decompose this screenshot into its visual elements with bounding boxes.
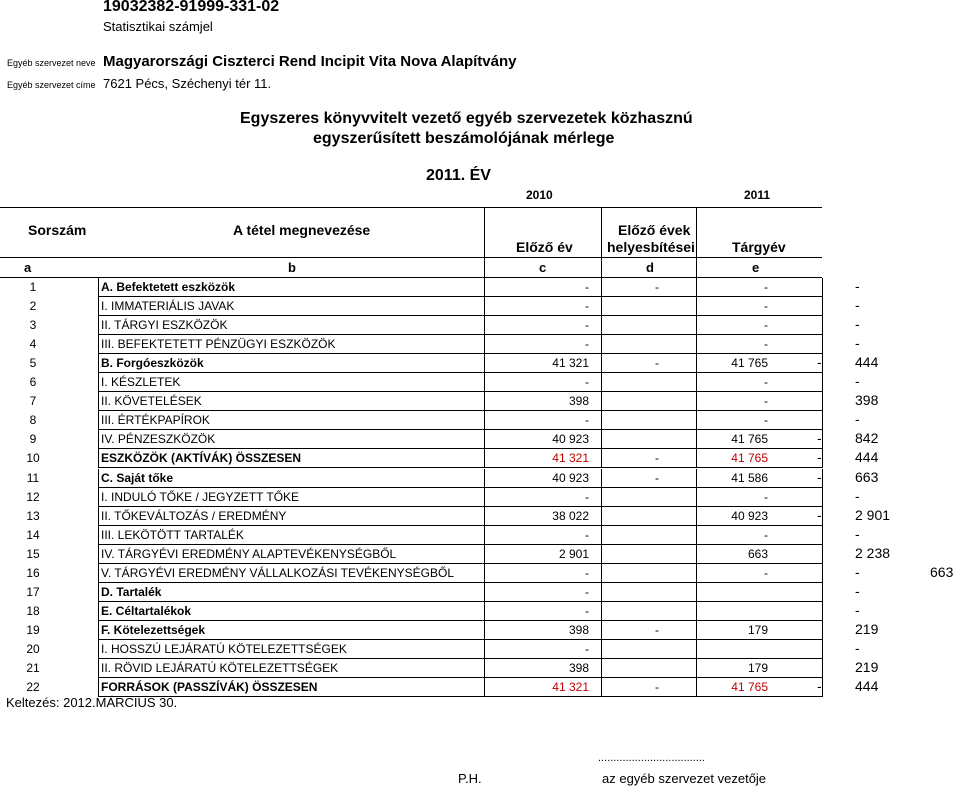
row-divider <box>484 526 485 545</box>
col-letter-b: b <box>288 260 296 275</box>
row-divider <box>822 278 823 297</box>
row-divider <box>484 640 485 659</box>
row-divider <box>98 488 99 507</box>
org-name-label: Egyéb szervezet neve <box>7 58 96 68</box>
signature-dots: ................................... <box>598 752 705 764</box>
row-divider <box>696 659 697 678</box>
row-divider <box>822 507 823 526</box>
row-prev-year: - <box>585 565 589 580</box>
row-label: I. IMMATERIÁLIS JAVAK <box>101 299 235 314</box>
col-corr-header-1: Előző évek <box>618 222 691 238</box>
row-number: 8 <box>29 413 37 428</box>
row-extra-dash: - <box>817 468 822 485</box>
row-extra-dash: - <box>817 449 822 466</box>
row-divider <box>98 297 99 316</box>
row-label: B. Forgóeszközök <box>101 356 204 371</box>
row-number: 6 <box>29 375 37 390</box>
row-current-year: - <box>764 299 768 314</box>
row-label: D. Tartalék <box>101 584 162 599</box>
table-row <box>0 488 960 507</box>
col-letter-e: e <box>752 260 760 275</box>
row-divider <box>601 316 602 335</box>
table-row <box>0 335 960 354</box>
row-prev-year: - <box>585 299 589 314</box>
row-difference: - <box>855 373 860 390</box>
row-divider <box>601 583 602 602</box>
row-number: 13 <box>26 508 40 523</box>
row-difference: - <box>855 639 860 656</box>
table-row <box>0 411 960 430</box>
row-divider <box>601 488 602 507</box>
table-row <box>0 469 960 488</box>
row-prev-year: - <box>585 527 589 542</box>
row-label: I. INDULÓ TŐKE / JEGYZETT TŐKE <box>101 489 300 504</box>
year-prev: 2010 <box>526 188 553 202</box>
col-divider-c <box>484 207 485 277</box>
year-title: 2011. ÉV <box>426 167 491 184</box>
row-divider <box>484 430 485 449</box>
row-extra-dash: - <box>817 430 822 447</box>
row-label: II. RÖVID LEJÁRATÚ KÖTELEZETTSÉGEK <box>101 661 339 675</box>
table-row <box>0 373 960 392</box>
row-number: 16 <box>26 565 40 580</box>
id-subtitle: Statisztikai számjel <box>103 19 213 34</box>
row-divider <box>696 449 697 468</box>
row-divider <box>98 354 99 373</box>
row-divider <box>696 316 697 335</box>
row-current-year: - <box>764 375 768 390</box>
row-divider <box>98 564 99 583</box>
row-divider <box>98 640 99 659</box>
signer-label: az egyéb szervezet vezetője <box>602 771 767 786</box>
row-divider <box>822 373 823 392</box>
row-divider <box>601 392 602 411</box>
row-number: 7 <box>29 394 37 409</box>
row-divider <box>98 545 99 564</box>
col-divider-e <box>696 207 697 277</box>
row-current-year: 40 923 <box>731 508 768 523</box>
row-correction: - <box>655 280 659 294</box>
row-prev-year: 41 321 <box>552 680 589 695</box>
row-divider <box>601 411 602 430</box>
row-divider <box>484 488 485 507</box>
row-divider <box>98 507 99 526</box>
row-label: C. Saját tőke <box>101 470 174 485</box>
row-divider <box>696 297 697 316</box>
row-prev-year: - <box>585 603 589 618</box>
row-divider <box>822 526 823 545</box>
row-divider <box>696 469 697 488</box>
table-row <box>0 430 960 449</box>
row-number: 15 <box>26 546 40 561</box>
row-prev-year: - <box>585 641 589 656</box>
row-label: IV. PÉNZESZKÖZÖK <box>101 432 216 447</box>
table-row <box>0 564 960 583</box>
table-row <box>0 602 960 621</box>
row-divider <box>484 297 485 316</box>
row-divider <box>601 526 602 545</box>
row-difference: 219 <box>855 620 879 637</box>
row-number: 18 <box>26 603 40 618</box>
row-label: ESZKÖZÖK (AKTÍVÁK) ÖSSZESEN <box>101 451 302 466</box>
row-divider <box>98 602 99 621</box>
row-label: III. LEKÖTÖTT TARTALÉK <box>101 527 244 542</box>
row-divider <box>98 469 99 488</box>
row-divider <box>98 621 99 640</box>
table-row <box>0 640 960 659</box>
row-difference: 663 <box>855 468 879 485</box>
row-prev-year: 38 022 <box>552 508 589 523</box>
row-prev-year: - <box>585 413 589 428</box>
title-line1: Egyszeres könyvvitelt vezető egyéb szervezetek közhasznú <box>240 110 693 127</box>
row-divider <box>822 354 823 373</box>
row-divider <box>696 278 697 297</box>
row-prev-year: 398 <box>568 622 589 637</box>
row-current-year: - <box>764 394 768 409</box>
table-row <box>0 545 960 564</box>
row-divider <box>484 316 485 335</box>
row-difference: - <box>855 411 860 428</box>
row-divider <box>98 430 99 449</box>
row-difference: 2 901 <box>855 506 891 523</box>
row-divider <box>822 469 823 488</box>
row-number: 14 <box>26 527 40 542</box>
row-number: 9 <box>29 432 37 447</box>
table-row <box>0 297 960 316</box>
row-current-year: 179 <box>747 622 768 637</box>
row-divider <box>601 278 602 297</box>
row-current-year: 41 765 <box>731 451 768 466</box>
org-addr-label: Egyéb szervezet címe <box>7 80 96 90</box>
row-difference: 444 <box>855 678 879 695</box>
row-prev-year: 398 <box>568 394 589 409</box>
row-correction: - <box>655 451 659 466</box>
row-divider <box>601 564 602 583</box>
col-letter-c: c <box>539 260 547 275</box>
row-difference: 219 <box>855 659 879 675</box>
table-row <box>0 316 960 335</box>
row-difference: 444 <box>855 449 879 466</box>
row-difference: - <box>855 601 860 618</box>
row-current-year: 179 <box>747 661 768 675</box>
row-current-year: - <box>764 337 768 352</box>
row-far-value: 663 <box>930 563 954 580</box>
row-label: F. Kötelezettségek <box>101 622 206 637</box>
row-divider <box>484 602 485 621</box>
title-line2: egyszerűsített beszámolójának mérlege <box>313 130 615 147</box>
row-difference: 444 <box>855 354 879 371</box>
row-divider <box>601 678 602 697</box>
row-divider <box>484 564 485 583</box>
row-divider <box>98 335 99 354</box>
row-label: FORRÁSOK (PASSZÍVÁK) ÖSSZESEN <box>101 680 318 695</box>
row-correction: - <box>655 356 659 371</box>
row-number: 21 <box>26 661 40 675</box>
row-prev-year: - <box>585 318 589 333</box>
row-number: 1 <box>29 280 37 294</box>
row-label: I. HOSSZÚ LEJÁRATÚ KÖTELEZETTSÉGEK <box>101 641 347 656</box>
table-row <box>0 583 960 602</box>
col-letter-d: d <box>646 260 654 275</box>
row-current-year: 41 765 <box>731 356 768 371</box>
col-letter-a: a <box>24 260 32 275</box>
row-divider <box>484 354 485 373</box>
org-name: Magyarországi Ciszterci Rend Incipit Vita Nova Alapítvány <box>103 53 517 70</box>
row-prev-year: 41 321 <box>552 356 589 371</box>
row-correction: - <box>655 622 659 637</box>
table-row <box>0 507 960 526</box>
header-mid-rule <box>0 257 822 258</box>
row-divider <box>822 335 823 354</box>
table-row <box>0 278 960 297</box>
row-divider <box>601 335 602 354</box>
row-label: II. TŐKEVÁLTOZÁS / EREDMÉNY <box>101 508 287 523</box>
row-divider <box>98 316 99 335</box>
row-prev-year: 40 923 <box>552 432 589 447</box>
row-divider <box>601 469 602 488</box>
row-current-year: - <box>764 280 768 294</box>
row-divider <box>822 678 823 697</box>
row-label: IV. TÁRGYÉVI EREDMÉNY ALAPTEVÉKENYSÉGBŐL <box>101 546 397 561</box>
row-prev-year: 41 321 <box>552 451 589 466</box>
year-curr: 2011 <box>744 188 771 202</box>
row-prev-year: 2 901 <box>558 546 589 561</box>
date-line: Keltezés: 2012.MÁRCIUS 30. <box>6 695 178 710</box>
row-current-year: - <box>764 489 768 504</box>
row-divider <box>601 640 602 659</box>
row-divider <box>696 526 697 545</box>
col-item-header: A tétel megnevezése <box>233 222 371 238</box>
row-prev-year: - <box>585 584 589 599</box>
row-extra-dash: - <box>817 506 822 523</box>
table-row <box>0 392 960 411</box>
row-divider <box>696 545 697 564</box>
row-difference: - <box>855 335 860 352</box>
table-row <box>0 526 960 545</box>
row-divider <box>696 430 697 449</box>
row-divider <box>98 411 99 430</box>
row-divider <box>601 373 602 392</box>
table-row <box>0 621 960 640</box>
row-divider <box>484 469 485 488</box>
row-divider <box>484 507 485 526</box>
table-row <box>0 449 960 468</box>
row-divider <box>822 659 823 678</box>
row-divider <box>484 278 485 297</box>
row-divider <box>484 659 485 678</box>
row-extra-dash: - <box>817 354 822 371</box>
row-divider <box>98 449 99 468</box>
row-divider <box>98 392 99 411</box>
row-difference: - <box>855 582 860 599</box>
header-top-rule <box>0 207 822 208</box>
row-label: II. KÖVETELÉSEK <box>101 394 202 409</box>
row-difference: - <box>855 278 860 294</box>
row-number: 11 <box>26 470 40 485</box>
row-correction: - <box>655 680 659 695</box>
row-divider <box>822 545 823 564</box>
row-difference: - <box>855 563 860 580</box>
row-correction: - <box>655 470 659 485</box>
row-divider <box>696 335 697 354</box>
row-divider <box>601 659 602 678</box>
row-difference: 842 <box>855 430 879 447</box>
row-divider <box>696 678 697 697</box>
row-divider <box>484 678 485 697</box>
row-number: 19 <box>26 622 40 637</box>
row-prev-year: - <box>585 280 589 294</box>
row-label: E. Céltartalékok <box>101 603 192 618</box>
row-divider <box>601 449 602 468</box>
row-prev-year: - <box>585 489 589 504</box>
row-divider <box>696 488 697 507</box>
row-divider <box>696 411 697 430</box>
row-divider <box>696 621 697 640</box>
row-current-year: 663 <box>747 546 768 561</box>
row-divider <box>696 602 697 621</box>
row-difference: - <box>855 297 860 314</box>
row-prev-year: - <box>585 375 589 390</box>
row-divider <box>696 507 697 526</box>
row-divider <box>696 640 697 659</box>
row-divider <box>822 297 823 316</box>
row-divider <box>696 373 697 392</box>
row-label: A. Befektetett eszközök <box>101 280 236 294</box>
row-divider <box>601 354 602 373</box>
row-label: II. TÁRGYI ESZKÖZÖK <box>101 318 228 333</box>
row-number: 20 <box>26 641 40 656</box>
row-divider <box>601 430 602 449</box>
ph-stamp: P.H. <box>458 771 482 786</box>
row-difference: - <box>855 487 860 504</box>
row-divider <box>484 583 485 602</box>
row-difference: 2 238 <box>855 544 891 561</box>
row-divider <box>98 659 99 678</box>
row-current-year: 41 765 <box>731 680 768 695</box>
table-row <box>0 354 960 373</box>
row-divider <box>601 621 602 640</box>
row-current-year: 41 765 <box>731 432 768 447</box>
row-divider <box>822 449 823 468</box>
row-prev-year: 398 <box>568 661 589 675</box>
row-difference: 398 <box>855 392 879 409</box>
col-divider-d <box>601 207 602 277</box>
row-number: 2 <box>29 299 37 314</box>
row-divider <box>484 392 485 411</box>
row-label: III. ÉRTÉKPAPÍROK <box>101 413 210 428</box>
row-divider <box>98 526 99 545</box>
row-current-year: - <box>764 565 768 580</box>
col-num-header: Sorszám <box>28 222 87 238</box>
row-label: I. KÉSZLETEK <box>101 375 181 390</box>
row-number: 10 <box>26 451 40 466</box>
row-current-year: 41 586 <box>731 470 768 485</box>
row-divider <box>696 564 697 583</box>
row-divider <box>822 411 823 430</box>
row-divider <box>696 392 697 411</box>
row-divider <box>822 564 823 583</box>
row-divider <box>822 602 823 621</box>
row-difference: - <box>855 525 860 542</box>
row-current-year: - <box>764 527 768 542</box>
row-prev-year: 40 923 <box>552 470 589 485</box>
col-prev-header: Előző év <box>516 239 573 255</box>
org-addr: 7621 Pécs, Széchenyi tér 11. <box>103 76 272 91</box>
row-current-year: - <box>764 413 768 428</box>
row-divider <box>98 373 99 392</box>
row-divider <box>484 545 485 564</box>
row-divider <box>484 411 485 430</box>
row-divider <box>484 621 485 640</box>
row-divider <box>822 430 823 449</box>
row-divider <box>484 449 485 468</box>
row-divider <box>601 545 602 564</box>
row-rule <box>98 696 822 697</box>
row-number: 22 <box>26 680 40 695</box>
col-corr-header-2: helyesbítései <box>607 239 695 255</box>
row-label: III. BEFEKTETETT PÉNZÜGYI ESZKÖZÖK <box>101 337 336 352</box>
row-number: 3 <box>29 318 37 333</box>
row-number: 17 <box>26 584 40 599</box>
col-curr-header: Tárgyév <box>732 239 786 255</box>
row-divider <box>696 583 697 602</box>
row-divider <box>822 621 823 640</box>
row-extra-dash: - <box>817 678 822 695</box>
row-current-year: - <box>764 318 768 333</box>
row-divider <box>601 602 602 621</box>
row-divider <box>601 507 602 526</box>
id-number: 19032382-91999-331-02 <box>103 0 280 15</box>
row-divider <box>98 583 99 602</box>
row-divider <box>822 316 823 335</box>
row-divider <box>822 583 823 602</box>
row-prev-year: - <box>585 337 589 352</box>
row-number: 5 <box>29 356 37 371</box>
row-divider <box>601 297 602 316</box>
row-number: 12 <box>26 489 40 504</box>
row-difference: - <box>855 316 860 333</box>
row-divider <box>822 640 823 659</box>
row-divider <box>98 278 99 297</box>
row-divider <box>484 373 485 392</box>
row-divider <box>822 488 823 507</box>
row-number: 4 <box>29 337 37 352</box>
row-divider <box>696 354 697 373</box>
row-divider <box>484 335 485 354</box>
row-divider <box>822 392 823 411</box>
row-label: V. TÁRGYÉVI EREDMÉNY VÁLLALKOZÁSI TEVÉKENYSÉGBŐL <box>101 565 455 580</box>
table-row <box>0 659 960 678</box>
